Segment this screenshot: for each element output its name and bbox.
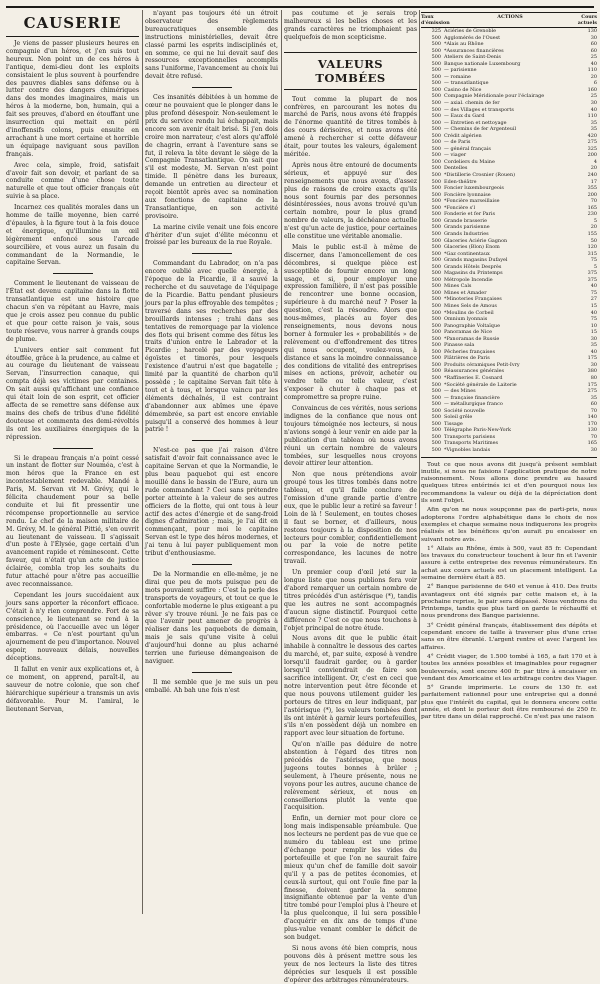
cours-cell: 40	[590, 348, 597, 355]
table-body	[421, 28, 597, 454]
actions-cell: Grands Hôtels Desprès	[444, 263, 502, 270]
cours-cell: 5	[593, 217, 597, 224]
taux-cell: 500	[431, 355, 441, 362]
paragraph: L'univers entier sait comment fut étouffée, grâce à la prudence, au calme et au courage du lieutenant de vaisseau Servan, l'insurrection canaque, qui compta déjà ses victimes par centaines. On sait aussi qu'affichant une confiance qui était loin de son esprit, cet officier affecta de se remettre sans défense aux mains des chefs de tribus d'une fidélité douteuse et commenta des demi-révoltés ils ont les auxiliaires énergiques de la répression.	[6, 346, 139, 441]
cours-cell: 15	[590, 302, 597, 309]
taux-cell: 500	[431, 86, 441, 93]
taux-cell: 500	[431, 420, 441, 427]
paragraph: Afin qu'on ne nous soupçonne pas de parti-pris, nous adopterons l'ordre alphabétique dans le choix de nos exemples et chaque semaine nous indiquerons les progrès réalisés et les bénéfices qu'on aurait pu encaisser en suivant notre avis.	[421, 507, 597, 543]
cours-cell: 315	[587, 250, 597, 257]
taux-cell: 500	[431, 73, 441, 80]
cours-cell: 40	[590, 283, 597, 290]
section-rule	[192, 87, 232, 88]
actions-cell: *Panoramas de Russie	[444, 335, 500, 342]
actions-cell: *Moulins de Corbeil	[444, 309, 494, 316]
taux-cell: 500	[431, 368, 441, 375]
cours-cell: 80	[590, 374, 597, 381]
cours-cell: 30	[590, 100, 597, 107]
paragraph: La marine civile venait une fois encore d'hériter d'un sujet d'élite méconnu et froissé par les bureaux de la rue Royale.	[145, 223, 278, 247]
cours-cell: 375	[587, 270, 597, 277]
table-row	[421, 447, 597, 454]
actions-cell: Plâtrières de Paris	[444, 355, 490, 362]
cours-cell: 20	[590, 165, 597, 172]
taux-cell: 500	[431, 447, 441, 453]
taux-cell: 500	[431, 440, 441, 447]
causerie-continued-column	[145, 10, 278, 916]
taux-cell: 500	[431, 185, 441, 192]
cours-cell: 60	[590, 47, 597, 54]
paragraph: Il me semble que je me suis un peu emballé. Ah bah une fois n'est	[145, 678, 278, 694]
actions-cell: *Gaz continentaux	[444, 250, 490, 257]
taux-cell: 500	[431, 178, 441, 185]
cours-cell: 170	[587, 420, 597, 427]
cours-cell: 200	[587, 191, 597, 198]
cours-cell: 35	[590, 126, 597, 133]
cours-cell: 275	[587, 139, 597, 146]
paragraph: Comment le lieutenant de vaisseau de l'État est devenu capitaine dans la flotte transatlantique est une histoire que chacun s'en va répétant au Havre, mais que je crois assez peu connue du public et que pour cette raison je vais, sous toute réserve, vous narrer à grands coups de plume.	[6, 280, 139, 343]
taux-cell: 500	[431, 374, 441, 381]
actions-cell: *Alais au Rhône	[444, 41, 484, 48]
taux-cell: 500	[431, 217, 441, 224]
cours-cell: 20	[590, 224, 597, 231]
taux-cell: 500	[431, 54, 441, 61]
paragraph: Tout ce que nous avons dit jusqu'à présent semblait inutile, si nous ne faisions l'application pratique de notre raisonnement. Nous allons donc prendre au hasard quelques titres entérinés ici et d'en pourquoi nous les recommandons la valeur ou déjà de la dépréciation dont ils sont l'objet.	[421, 461, 597, 505]
cours-cell: 120	[587, 244, 597, 251]
actions-cell: Ateliers de Saint-Denis	[444, 54, 501, 61]
cours-cell: 175	[587, 355, 597, 362]
actions-cell: — Eaux du Gard	[444, 113, 485, 120]
taux-cell: 500	[431, 106, 441, 113]
cours-cell: 375	[587, 276, 597, 283]
paragraph: Cependant les jours succédaient aux jours sans apporter la réconfort efficace. C'était à n'y rien comprendre. Fort de sa conscience, le lieutenant se rend à la présidence, où l'accueille avec un léger embarras. « Ce n'est pourtant qu'un ajournement de peu d'importance. Nouvel espoir, nouveaux délais, nouvelles déceptions.	[6, 591, 139, 663]
column-divider	[142, 10, 143, 914]
actions-cell: Grands Industries	[444, 230, 489, 237]
actions-cell: Glaceries Aciérie Gagnon	[444, 237, 508, 244]
paragraph: n'ayant pas toujours été un étroit observateur des règlements bureaucratiques ensemble des instructions ministérielles, devait être classé parmi les esprits indisciplinés et, en somme, ce qui ne lui devait sauf des ressources exceptionnelles accomplis sans l'uniforme, l'avancement au choix lui devait être refusé.	[145, 10, 278, 81]
taux-cell: 500	[431, 198, 441, 205]
actions-cell: Mines Cals	[444, 283, 472, 290]
paragraph: Convaincus de ces vérités, nous serions indignes de la confiance que nous ont toujours témoignée nos lecteurs, si nous n'avions songé à leur venir en aide par la publication d'un tableau où nous avons réuni un certain nombre de valeurs tombées, sur lesquelles nous croyons devoir attirer leur attention.	[284, 405, 417, 468]
taux-cell: 500	[431, 348, 441, 355]
actions-cell: Agglomérés de l'Ouest	[444, 34, 501, 41]
actions-cell: Soleil grêle	[444, 414, 473, 421]
taux-cell: 500	[431, 126, 441, 133]
taux-cell: 500	[431, 132, 441, 139]
cours-cell: 30	[590, 335, 597, 342]
actions-cell: Grande brasserie	[444, 217, 487, 224]
actions-cell: — axial. chemin de fer	[444, 100, 500, 107]
section-rule	[192, 253, 232, 254]
actions-cell: Glaceries (Blon) Enom	[444, 244, 500, 251]
paragraph: Je viens de passer plusieurs heures en compagnie d'un héros, et j'en suis tout heureux. Non point un de ces héros à l'antique, demi-dieu dont les exploits consistaient le plus souvent à pourfendre des pauvres diables sans défense ou à lutter contre des dangers chimériques dans des mondes imaginaires, mais un héros à la moderne, bon, humain, qui a fait ses preuves, d'abord en étouffant une insurrection qui mettait en péril d'inoffensifs colons, puis ensuite en arrachant à une mort certaine et horrible un équipage naviguant sous pavillon français.	[6, 40, 139, 158]
cours-cell: 25	[590, 93, 597, 100]
paragraph: 5° Grande imprimerie. Le cours de 130 fr. est parfaitement rationnel pour une entreprise qui a donné plus que l'intérêt du capital, qui le donnera encore cette année, et dont le porteur doit être remboursé de 250 fr. par titre dans un délai rapproché. Ce n'est pas une raison	[421, 685, 597, 721]
cours-cell: 75	[590, 257, 597, 264]
taux-cell: 500	[431, 283, 441, 290]
actions-cell: — viager	[444, 152, 467, 159]
actions-cell: Mines Sels de Amous	[444, 302, 497, 309]
taux-cell: 500	[431, 322, 441, 329]
cours-cell: 110	[587, 67, 597, 74]
cours-cell: 30	[590, 34, 597, 41]
cours-cell: 60	[590, 401, 597, 408]
taux-cell: 500	[431, 316, 441, 323]
actions-cell: — des Villages et transports	[444, 106, 514, 113]
actions-cell: Banque nationale Luxembourg	[444, 60, 521, 67]
section-rule	[192, 672, 232, 673]
section-rule	[53, 273, 93, 274]
cours-cell: 25	[590, 54, 597, 61]
section-rule	[53, 448, 93, 449]
actions-cell: Grands parisienne	[444, 224, 490, 231]
taux-cell: 500	[431, 224, 441, 231]
actions-cell: Pinasse sala	[444, 342, 475, 349]
actions-cell: — parisienne	[444, 67, 477, 74]
taux-cell: 500	[431, 433, 441, 440]
paragraph: Nous avons dit que le public était inhabile à connaître le dessous des cartes du marché, et, par suite, exposé à vendre lorsqu'il faudrait garder, ou à garder lorsqu'il conviendrait de faire son sacrifice intelligent. Or, c'est en ceci que notre intervention peut être féconde et que nous pouvons utilement guider les porteurs de titres en leur indiquant, par l'astérisque (*), les valeurs tombées dont ils ont intérêt à garnir leurs portefeuilles, s'ils n'en possèdent déjà un nombre en rapport avec leur situation de fortune.	[284, 635, 417, 738]
cours-cell: 27	[590, 296, 597, 303]
actions-cell: *Société générale de Laiterie	[444, 381, 517, 388]
actions-cell: — de Paris	[444, 139, 471, 146]
section-rule	[192, 564, 232, 565]
taux-cell: 500	[431, 34, 441, 41]
cours-cell: 160	[587, 86, 597, 93]
paragraph: Un premier coup d'œil jeté sur la longue liste que nous publions fera voir d'abord remarquer un certain nombre de titres précédés d'un astérisque (*), tandis que les autres ne sont accompagnés d'aucun signe distinctif. Pourquoi cette différence ? C'est ce que nous touchons à l'objet principal de notre étude.	[284, 569, 417, 632]
cours-cell: 200	[587, 152, 597, 159]
column-divider	[419, 10, 420, 914]
paragraph: Incarnez ces qualités morales dans un homme de taille moyenne, bien carré d'épaules, à la figure tout à la fois douce et énergique, qu'illumine un œil légèrement enfoncé sous l'arcade sourcilière, et vous aurez un fusain du commandant de la Normandie, le capitaine Servan.	[6, 204, 139, 267]
taux-cell: 500	[431, 80, 441, 87]
actions-cell: Société nouvelle	[444, 407, 485, 414]
cours-cell: 355	[587, 185, 597, 192]
actions-cell: — romaine	[444, 73, 471, 80]
cours-cell: 165	[587, 440, 597, 447]
actions-cell: *Raffineries E. Cosnard	[444, 374, 503, 381]
taux-cell: 500	[431, 172, 441, 179]
actions-cell: Réassurances générales	[444, 368, 505, 375]
actions-cell: Compagnie Méridionale pour l'éclairage	[444, 93, 545, 100]
taux-cell: 500	[431, 302, 441, 309]
cours-cell: 60	[590, 41, 597, 48]
taux-cell: 500	[431, 335, 441, 342]
actions-cell: *Foncière marseillaise	[444, 198, 500, 205]
taux-cell: 500	[431, 263, 441, 270]
taux-cell: 500	[431, 158, 441, 165]
actions-cell: Aciéries de Grenoble	[444, 28, 496, 34]
causerie-column	[6, 10, 139, 916]
cours-cell: 5	[593, 263, 597, 270]
header-actions: ACTIONS	[497, 14, 523, 20]
paragraph: Avec cela, simple, froid, satisfait d'avoir fait son devoir, et parlant de sa conduite comme d'une chose toute naturelle et que tout officier français eût suivie à sa place.	[6, 161, 139, 201]
cours-cell: 6	[593, 80, 597, 87]
taux-cell: 500	[431, 289, 441, 296]
cours-cell: 20	[590, 73, 597, 80]
taux-cell: 500	[431, 381, 441, 388]
paragraph: Après nous être entouré de documents sérieux, et appuyé sur des renseignements que nous avons, d'assez plus de raisons de croire exacts qu'ils nous sont fournis par des personnes désintéressées, nous avons trouvé qu'un certain nombre, pour le plus grand nombre de valeurs, la déchéance actuelle n'est qu'un acte de justice, pour certaines elle constitue une véritable anomalie.	[284, 161, 417, 241]
cours-cell: 70	[590, 407, 597, 414]
cours-cell: 70	[590, 198, 597, 205]
taux-cell: 500	[431, 414, 441, 421]
cours-cell: 175	[587, 381, 597, 388]
cours-cell: 240	[587, 172, 597, 179]
taux-cell: 500	[431, 427, 441, 434]
taux-cell: 500	[431, 394, 441, 401]
taux-cell: 500	[431, 204, 441, 211]
actions-cell: *Foncière s'l	[444, 204, 476, 211]
cours-cell: 4	[593, 158, 597, 165]
paragraph: Qu'on n'aille pas déduire de notre abstention à l'égard des titres non précédés de l'astérisque, que nous jugeons toutes bonnes à brûler ; seulement, à l'heure présente, nous ne voyons pour les autres, aucune chance de relèvement sérieux, et nous en conseillerions plutôt la vente que l'acquisition.	[284, 741, 417, 812]
valeurs-column	[284, 10, 417, 984]
cours-cell: 230	[587, 211, 597, 218]
actions-cell: Pêcheries françaises	[444, 348, 495, 355]
taux-cell: 500	[431, 329, 441, 336]
paragraph: Si nous avons été bien compris, nous pouvons dès à présent mettre sous les yeux de nos lecteurs la liste des titres déprécies sur lesquels il est possible d'opérer des arbitrages rémunérateurs.	[284, 944, 417, 984]
cours-cell: 130	[587, 28, 597, 34]
cours-cell: 15	[590, 329, 597, 336]
header-taux: Taux d'émission	[421, 14, 450, 26]
actions-cell: — Entretien et nettoyage	[444, 119, 507, 126]
actions-cell: Transports parisiens	[444, 433, 496, 440]
taux-cell: 500	[431, 230, 441, 237]
cours-cell: 35	[590, 342, 597, 349]
cours-cell: 35	[590, 119, 597, 126]
cours-cell: 75	[590, 289, 597, 296]
actions-cell: Cordeliers du Maine	[444, 158, 495, 165]
paragraph: De la Normandie en elle-même, je ne dirai que peu de mots puisque peu de mots pouvaient suffire : C'est la perle des transports de voyageurs, et tout ce que le confortable moderne le plus exigeant a pu rêver s'y trouve réuni. Je ne fais pas ce que l'avenir peut amener de progrès à réaliser dans les paquebots de demain, mais je sais qu'une visite à celui d'aujourd'hui donne au plus acharné terrien une furieuse démangeaison de naviguer.	[145, 571, 278, 665]
taux-cell: 500	[431, 237, 441, 244]
cours-cell: 155	[587, 230, 597, 237]
taux-cell: 500	[431, 100, 441, 107]
actions-cell: — française financière	[444, 394, 500, 401]
actions-cell: Mines et Amader	[444, 289, 487, 296]
actions-cell: Eden-théâtre	[444, 178, 477, 185]
taux-cell: 500	[431, 309, 441, 316]
paragraph: N'est-ce pas que j'ai raison d'être satisfait d'avoir fait connaissance avec le capitaine Servan et que la Normandie, le plus beau paquebot qui est encore mouillé dans le bassin de l'Eure, aura un rude commandant ? Ceci sans prétendre porter atteinte à la valeur de ses autres officiers de la flotte, qui ont tous à leur actif des actes d'énergie et de sang-froid dignes d'admiration ; mais, je l'ai dit en commençant, pour moi le capitaine Servan est le type des héros modernes, et j'ai tenu à lui payer publiquement mon tribut d'enthousiasme.	[145, 447, 278, 558]
paragraph: Ces insanités débitées à un homme de cœur ne pouvaient que le plonger dans le plus profond désespoir. Non-seulement le prix du service rendu lui échappait, mais encore son avenir était brisé. Si j'en dois croire mon narrateur, c'est alors qu'affolé de chagrin, errant à l'aventure sans se fut, il releva la tête devant le siège de la Compagnie Transatlantique. On sait que s'il est modeste, M. Servan n'est point timide. Il pénètre dans les bureaux, demande un entretien au directeur et reçoit bientôt après avec sa nomination aux fonctions de capitaine de la Transatlantique, en son activité provisoire.	[145, 94, 278, 220]
actions-cell: *Distillerie Crosnier (Rouen)	[444, 172, 516, 179]
actions-cell: Panographie Voltaïque	[444, 322, 500, 329]
actions-cell: — général français	[444, 145, 491, 152]
cours-cell: 110	[587, 113, 597, 120]
actions-cell: Foncière lyonnaise	[444, 191, 491, 198]
paragraph: Si le drapeau français n'a point cessé un instant de flotter sur Nouméa, c'est à mon héros que la France en est incontestablement redevable. Mandé à Paris, M. Servan vit M. Grévy, qui le félicita chaudement pour sa belle conduite et lui fit pressentir une récompense proportionnelle au service rendu. Le chef de la maison militaire de M. Grévy, M. le général Pittié, s'en ouvrit au lieutenant de vaisseau. Il s'agissait d'un poste à l'Élysée, gage certain d'un avancement rapide et réminescent. Cette faveur, qui n'était qu'un acte de justice éclairée, combla trop les souhaits du futur attaché pour n'être pas accueillie avec reconnaissance.	[6, 454, 139, 588]
taux-cell: 500	[431, 244, 441, 251]
taux-cell: 500	[431, 257, 441, 264]
taux-cell: 500	[431, 270, 441, 277]
cours-cell: 140	[587, 414, 597, 421]
taux-cell: 500	[431, 296, 441, 303]
actions-cell: Dentelles	[444, 165, 468, 172]
paragraph: 4° Crédit viager, de 1.500 tombé à 165, a fait 170 et à toutes les années possibles et imaginables pour regagner bouleversés, sont encore 400 fr. par titre à encaisser en vendant des Amoricaine et les arbitrage contre des Viager.	[421, 653, 597, 682]
cours-cell: 325	[587, 145, 597, 152]
taux-cell: 500	[431, 342, 441, 349]
taux-cell: 500	[431, 401, 441, 408]
header-cours: Cours actuels	[577, 14, 597, 26]
taux-cell: 500	[431, 113, 441, 120]
actions-cell: Crédit algérien	[444, 132, 482, 139]
section-rule	[192, 440, 232, 441]
cours-cell: 75	[590, 316, 597, 323]
valeurs-table-column	[421, 10, 597, 916]
taux-cell: 500	[431, 361, 441, 368]
actions-cell: Transports Maritimes	[444, 440, 499, 447]
actions-cell: Magasins du Printemps	[444, 270, 503, 277]
column-divider	[281, 10, 282, 914]
taux-cell: 500	[431, 250, 441, 257]
actions-cell: — transatlantique	[444, 80, 489, 87]
cours-cell: 130	[587, 427, 597, 434]
taux-cell: 500	[431, 93, 441, 100]
cours-cell: 70	[590, 433, 597, 440]
paragraph: Commandant du Labrador, on n'a pas encore oublié avec quelle énergie, à l'époque de la Picardie, il a sauvé la recherche et du sauvetage de l'équipage de la Picardie. Battu pendant plusieurs jours par la plus effroyable des tempêtes ; traversé dans ses recherches par des brouillards intenses ; trahi dans ses tentatives de remorquage par la violence des flots qui brisent comme des fétus les traits d'union entre le Labrador et la Picardie ; harcelé par des voyageurs égoïstes et timorés, pour lesquels l'existence d'autrui n'est que bagatelle ; limité par la quantité de charbon qu'il possède ; le capitaine Servan fait tête à tout et à tous, et lorsque vaincu par les éléments déchaînés, il est contraint d'abandonner aux abîmes une épave démembrée, sa part est encore enviable puisqu'il a conservé des hommes à leur patrie !	[145, 260, 278, 434]
actions-cell: Grands magasins Dufayel	[444, 257, 508, 264]
actions-cell: — Chemins de fer Argenteuil	[444, 126, 517, 133]
taux-cell: 500	[431, 119, 441, 126]
actions-cell: Métropole Incendie	[444, 276, 493, 283]
table-end-rule	[421, 457, 597, 458]
actions-cell: *Minoteries Françaises	[444, 296, 502, 303]
taux-cell: 500	[431, 139, 441, 146]
actions-cell: Casino de Nice	[444, 86, 482, 93]
cours-cell: 165	[587, 204, 597, 211]
taux-cell: 500	[431, 67, 441, 74]
cours-cell: 420	[587, 132, 597, 139]
paragraph: Mais le public est-il à même de discerner, dans l'amoncellement de ces décombres, si quelque pièce est susceptible de fournir encore un long usage, et si, pour employer une expression familière, il n'est pas possible de rencontrer une bonne occasion, supérieure à du marché neuf ? Poser la question, c'est la résoudre. Alors que nous-mêmes, placés au foyer des renseignements, nous devons nous borner à formuler les « probabilités » de relèvement ou d'effondrement des titres qui nous occupent, voulez-vous, à distance et sans la moindre connaissance des conditions de vitalité des entreprises mises en actions, prévoir, acheter ou vendre telle ou telle valeur, c'est s'exposer à chuter à chaque pas et compromettre sa propre ruine.	[284, 243, 417, 402]
cours-cell: 40	[590, 309, 597, 316]
cours-cell: 40	[590, 60, 597, 67]
causerie-title: CAUSERIE	[6, 14, 139, 37]
taux-cell: 500	[431, 47, 441, 54]
taux-cell: 325	[431, 28, 441, 34]
paragraph: 3° Crédit général français, établissement des dépôts et cependant encore de taille à traverser plus d'une crise sans en être ébranlé. L'argent rentre et avec l'argent les affaires.	[421, 622, 597, 651]
table-header	[421, 12, 597, 28]
actions-cell: Omnium lyonnais	[444, 316, 488, 323]
actions-cell: Tissage	[444, 420, 463, 427]
taux-cell: 500	[431, 152, 441, 159]
actions-cell: — des Mines	[444, 388, 476, 395]
top-rule	[6, 6, 594, 8]
actions-cell: *Assurances financières	[444, 47, 504, 54]
cours-cell: 35	[590, 394, 597, 401]
taux-cell: 500	[431, 276, 441, 283]
valeurs-title: VALEURS TOMBÉES	[284, 52, 417, 90]
taux-cell: 500	[431, 145, 441, 152]
paragraph: 1° Allais au Rhône, émis à 500, vaut 85 fr. Cependant les travaux du constructeur touchent à leur fin et l'avenir assure à cette entreprise des revenus rémunérateurs. En achat aux cours actuels est un placement intelligent. La semaine dernière était à 85.	[421, 545, 597, 581]
taux-cell: 500	[431, 60, 441, 67]
paragraph: 2° Banque parisienne de 640 et venue à 410. Des fruits avantageux ont été signés par cette maison et, à la prochaine reprise, le pair sera dépassé. Nous vendrons du Printemps, tandis que plus tard on garde le réchauffé et nous prendrons des Banque parisienne.	[421, 584, 597, 620]
actions-cell: *Vignobles landais	[444, 447, 491, 453]
paragraph: Non que nous prétendions avoir groupé tous les titres tombés dans notre tableau, et qu'il faille conclure de l'omission d'une grande partie d'entre eux, que le public leur a retiré sa faveur ! Loin de là ! Seulement, en toutes choses il faut se borner, et d'ailleurs, nous restons toujours à la disposition de nos lecteurs pour combler, confidentiellement ou par la voie de notre petite correspondance, les lacunes de notre travail.	[284, 471, 417, 566]
taux-cell: 500	[431, 211, 441, 218]
taux-cell: 500	[431, 41, 441, 48]
actions-cell: Foncier luxembourgeois	[444, 185, 504, 192]
paragraph: pas coutume et je serais trop malheureux si les belles choses et les grands caractères ne triomphaient pas quelquefois de mon scepticisme.	[284, 10, 417, 41]
taux-cell: 500	[431, 388, 441, 395]
cours-cell: 380	[587, 368, 597, 375]
actions-cell: Fonderie et fer Paris	[444, 211, 496, 218]
cours-cell: 30	[590, 447, 597, 453]
paragraph: Il fallut en venir aux explications et, à ce moment, on apprend, paraît-il, au sauveur de notre colonie, que son chef hiérarchique supérieur a transmis un avis défavorable. Pour M. l'amiral, le lieutenant Servan,	[6, 666, 139, 713]
cours-cell: 17	[590, 178, 597, 185]
cours-cell: 40	[590, 106, 597, 113]
actions-cell: Produits céramiques Petit-Ivry	[444, 361, 520, 368]
taux-cell: 500	[431, 191, 441, 198]
cours-cell: 30	[590, 361, 597, 368]
actions-cell: — métallurgique franco	[444, 401, 503, 408]
actions-cell: Panoramas de Nice	[444, 329, 493, 336]
cours-cell: 50	[590, 237, 597, 244]
taux-cell: 500	[431, 165, 441, 172]
cours-cell: 275	[587, 388, 597, 395]
paragraph: Enfin, un dernier mot pour clore ce long mais indispensable préambule. Que nos lecteurs ne perdent pas de vue que ce numéro du tableau est une prime d'échange pour remplir les vides du portefeuille et que l'on ne saurait faire mieux qu'un chef de famille doit savoir qu'il y a pas de petites économies, et ceux-là surtout, qui ont l'ouïe fine par la finesse, doivent garder la somme insignifiante obtenue par la vente d'un titre tombé pour l'emploi plus à l'heure et la plus quelconque, il lui sera possible d'acquérir en dix ans de temps d'une plus-value venant combler le déficit de son budget.	[284, 815, 417, 941]
actions-cell: Télégraphe Paris-New-York	[444, 427, 511, 434]
cours-cell: 10	[590, 322, 597, 329]
taux-cell: 500	[431, 407, 441, 414]
paragraph: Tout comme la plupart de nos confrères, en parcourant les notes du marché de Paris, nous avons été frappés de l'énorme quantité de titres tombés à des cours dérisoires, et nous avons été amené à rechercher si cette défaveur était, pour toutes les valeurs, également méritée.	[284, 95, 417, 158]
